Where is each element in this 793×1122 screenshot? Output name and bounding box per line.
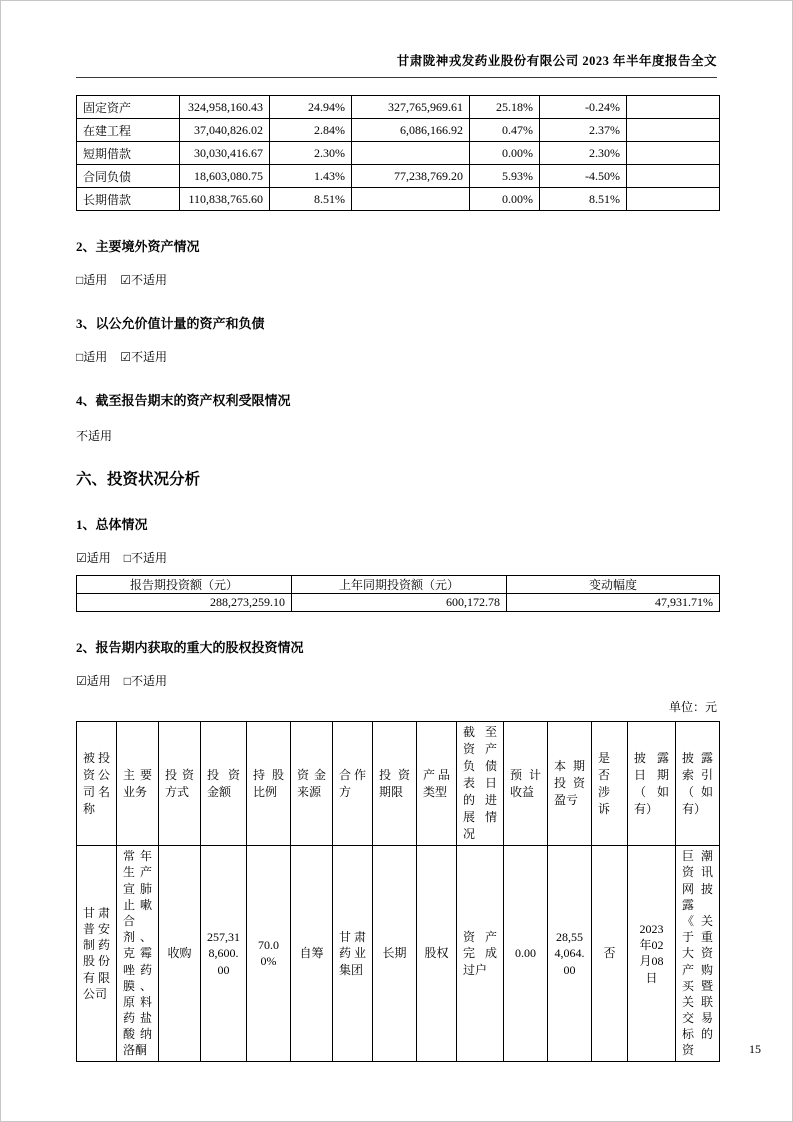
checkbox-checked-applicable: ☑适用	[76, 674, 111, 688]
end-ratio-cell: 2.30%	[270, 142, 352, 165]
table-row	[77, 96, 720, 119]
column-header-main-business: 主要业务	[117, 722, 159, 846]
progress-cell: 资产完成过户	[457, 846, 504, 1061]
table-header-row	[77, 722, 720, 846]
applicability-line	[76, 549, 717, 566]
checkbox-checked-applicable: ☑适用	[76, 551, 111, 565]
change-ratio-cell: 2.30%	[540, 142, 627, 165]
shareholding-ratio-cell: 70.00%	[247, 846, 291, 1061]
prior-ratio-cell: 5.93%	[470, 165, 540, 188]
change-ratio-cell: 8.51%	[540, 188, 627, 211]
disclosure-index-cell: 巨潮资讯网披露《关于重大资产购买暨关联交易标的资	[676, 846, 720, 1061]
investee-company-cell: 甘肃普安制药股份有限公司	[77, 846, 117, 1061]
column-header-prior-investment: 上年同期投资额（元）	[292, 576, 507, 594]
section-title-overseas-assets: 2、主要境外资产情况	[76, 239, 200, 254]
litigation-cell: 否	[592, 846, 628, 1061]
table-header-row	[77, 576, 720, 594]
investment-overview-table	[76, 575, 720, 612]
page-number: 15	[749, 1042, 761, 1056]
product-type-cell: 股权	[417, 846, 457, 1061]
applicability-line	[76, 271, 717, 288]
applicability-line	[76, 672, 717, 689]
end-amount-cell: 110,838,765.60	[180, 188, 270, 211]
column-header-shareholding-ratio: 持股比例	[247, 722, 291, 846]
change-rate-value: 47,931.71%	[507, 594, 720, 612]
column-header-current-investment: 报告期投资额（元）	[77, 576, 292, 594]
column-header-investee-company: 被投资公司名称	[77, 722, 117, 846]
report-header: 甘肃陇神戎发药业股份有限公司 2023 年半年度报告全文	[76, 51, 717, 78]
prior-investment-value: 600,172.78	[292, 594, 507, 612]
end-ratio-cell: 2.84%	[270, 119, 352, 142]
blank-cell	[627, 165, 720, 188]
prior-amount-cell: 327,765,969.61	[352, 96, 470, 119]
applicability-line	[76, 348, 717, 365]
disclosure-date-cell: 2023年02月08日	[628, 846, 676, 1061]
column-header-change-rate: 变动幅度	[507, 576, 720, 594]
current-gain-loss-cell: 28,554,064.00	[548, 846, 592, 1061]
checkbox-checked-not-applicable: ☑不适用	[120, 350, 168, 364]
table-row	[77, 165, 720, 188]
investment-method-cell: 收购	[159, 846, 201, 1061]
checkbox-unchecked-applicable: □适用	[76, 350, 108, 364]
column-header-current-gain-loss: 本期投资盈亏	[548, 722, 592, 846]
investment-amount-cell: 257,318,600.00	[201, 846, 247, 1061]
column-header-progress: 截至资产负债表日的进展情况	[457, 722, 504, 846]
change-ratio-cell: -0.24%	[540, 96, 627, 119]
blank-cell	[627, 119, 720, 142]
prior-ratio-cell: 0.00%	[470, 188, 540, 211]
end-amount-cell: 324,958,160.43	[180, 96, 270, 119]
unit-label: 单位：元	[668, 700, 717, 714]
prior-ratio-cell: 25.18%	[470, 96, 540, 119]
main-business-cell: 常年生产宣肺止嗽合剂、克霉唑药膜、原料药盐酸纳洛酮	[117, 846, 159, 1061]
partner-cell: 甘肃药业集团	[333, 846, 373, 1061]
asset-name-cell: 在建工程	[77, 119, 180, 142]
column-header-disclosure-date: 披露日期（如有）	[628, 722, 676, 846]
asset-name-cell: 合同负债	[77, 165, 180, 188]
prior-amount-cell	[352, 142, 470, 165]
column-header-funding-source: 资金来源	[291, 722, 333, 846]
equity-investment-table	[76, 721, 720, 1062]
prior-ratio-cell: 0.00%	[470, 142, 540, 165]
change-ratio-cell: -4.50%	[540, 165, 627, 188]
checkbox-unchecked-not-applicable: □不适用	[123, 551, 168, 565]
prior-amount-cell: 77,238,769.20	[352, 165, 470, 188]
blank-cell	[627, 142, 720, 165]
column-header-litigation: 是否涉诉	[592, 722, 628, 846]
current-investment-value: 288,273,259.10	[77, 594, 292, 612]
investment-term-cell: 长期	[373, 846, 417, 1061]
end-ratio-cell: 1.43%	[270, 165, 352, 188]
end-amount-cell: 18,603,080.75	[180, 165, 270, 188]
blank-cell	[627, 96, 720, 119]
end-amount-cell: 30,030,416.67	[180, 142, 270, 165]
column-header-partner: 合作方	[333, 722, 373, 846]
section-title-fair-value: 3、以公允价值计量的资产和负债	[76, 316, 265, 331]
prior-ratio-cell: 0.47%	[470, 119, 540, 142]
checkbox-checked-not-applicable: ☑不适用	[120, 273, 168, 287]
funding-source-cell: 自筹	[291, 846, 333, 1061]
table-row	[77, 119, 720, 142]
asset-name-cell: 长期借款	[77, 188, 180, 211]
table-row	[77, 188, 720, 211]
table-row	[77, 594, 720, 612]
prior-amount-cell: 6,086,166.92	[352, 119, 470, 142]
change-ratio-cell: 2.37%	[540, 119, 627, 142]
end-ratio-cell: 24.94%	[270, 96, 352, 119]
column-header-investment-amount: 投资金额	[201, 722, 247, 846]
asset-name-cell: 固定资产	[77, 96, 180, 119]
prior-amount-cell	[352, 188, 470, 211]
column-header-expected-return: 预计收益	[504, 722, 548, 846]
column-header-investment-method: 投资方式	[159, 722, 201, 846]
asset-comparison-table	[76, 95, 720, 211]
checkbox-unchecked-not-applicable: □不适用	[123, 674, 168, 688]
table-row	[77, 846, 720, 1061]
section-title-restricted-rights: 4、截至报告期末的资产权利受限情况	[76, 393, 291, 408]
section-title-overall-situation: 1、总体情况	[76, 517, 148, 532]
end-amount-cell: 37,040,826.02	[180, 119, 270, 142]
not-applicable-note: 不适用	[76, 429, 113, 443]
column-header-disclosure-index: 披露索引（如有）	[676, 722, 720, 846]
checkbox-unchecked-applicable: □适用	[76, 273, 108, 287]
section-title-major-equity-investment: 2、报告期内获取的重大的股权投资情况	[76, 640, 304, 655]
expected-return-cell: 0.00	[504, 846, 548, 1061]
table-row	[77, 142, 720, 165]
column-header-investment-term: 投资期限	[373, 722, 417, 846]
column-header-product-type: 产品类型	[417, 722, 457, 846]
asset-name-cell: 短期借款	[77, 142, 180, 165]
section-title-investment-analysis: 六、投资状况分析	[76, 471, 201, 488]
end-ratio-cell: 8.51%	[270, 188, 352, 211]
blank-cell	[627, 188, 720, 211]
